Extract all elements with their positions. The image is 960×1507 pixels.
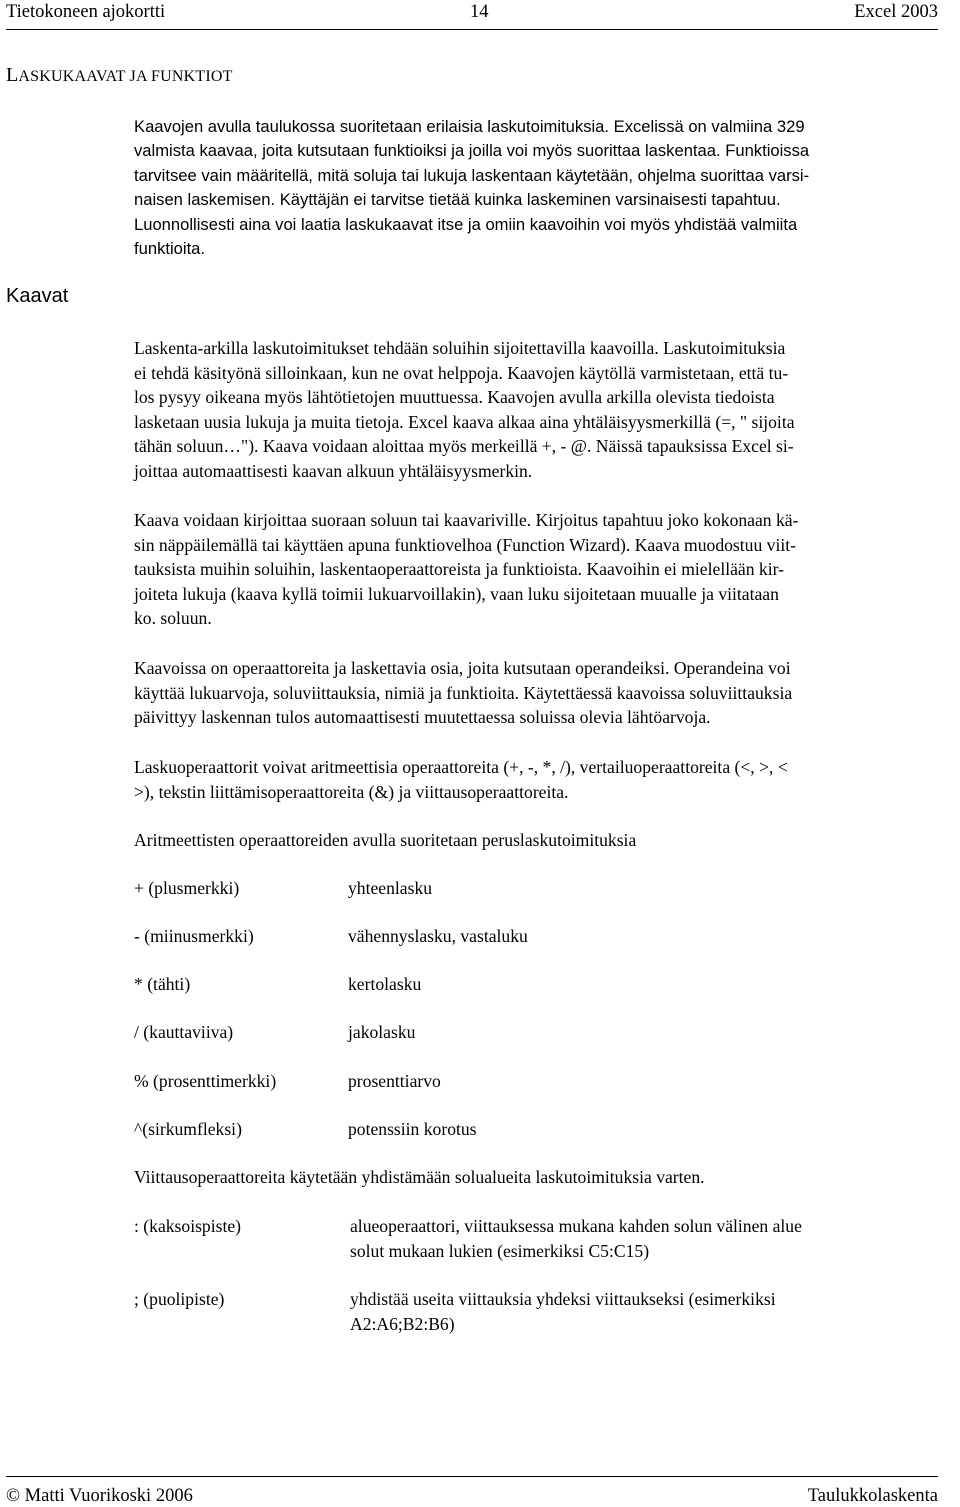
footer-right: Taulukkolaskenta bbox=[807, 1486, 938, 1506]
para-line: joittaa automaattisesti kaavan alkuun yhtäläisyysmerkin. bbox=[134, 460, 533, 481]
intro-line: Luonnollisesti aina voi laatia laskukaavat itse ja omiin kaavoihin voi myös yhdistää valmiita bbox=[134, 214, 798, 234]
ref-operator-meaning bbox=[350, 1214, 950, 1263]
para-line: sin näppäilemällä tai käyttäen apuna funktiovelhoa (Function Wizard). Kaava muodostuu viit- bbox=[134, 534, 796, 555]
page-number: 14 bbox=[470, 2, 489, 22]
ref-meaning-line: alueoperaattori, viittauksessa mukana kahden solun välinen alue bbox=[350, 1216, 802, 1236]
operator-meaning: kertolasku bbox=[348, 974, 422, 994]
header-left: Tietokoneen ajokortti bbox=[6, 2, 166, 22]
para-line: joiteta lukuja (kaava kyllä toimii lukuarvoillakin), vaan luku sijoitetaan muualle ja viitataan bbox=[134, 583, 779, 604]
para-line: tauksista muihin soluihin, laskentaoperaattoreista ja funktioista. Kaavoihin ei mielellään kir- bbox=[134, 559, 784, 580]
intro-line: Kaavojen avulla taulukossa suoritetaan erilaisia laskutoimituksia. Excelissä on valmiina 329 bbox=[134, 117, 805, 136]
intro-line: funktioita. bbox=[134, 239, 206, 259]
para-line: Viittausoperaattoreita käytetään yhdistämään solualueita laskutoimituksia varten. bbox=[134, 1167, 705, 1187]
ref-meaning-line: yhdistää useita viittauksia yhdeksi viittaukseksi (esimerkiksi bbox=[350, 1289, 776, 1309]
paragraph-3 bbox=[134, 656, 940, 730]
paragraph-2 bbox=[134, 508, 940, 631]
footer-left: © Matti Vuorikoski 2006 bbox=[6, 1486, 193, 1506]
paragraph-4 bbox=[134, 755, 940, 804]
page-header bbox=[6, 0, 938, 30]
title-rest: ASKUKAAVAT JA FUNKTIOT bbox=[18, 68, 233, 85]
ref-operator-symbol: : (kaksoispiste) bbox=[134, 1216, 242, 1236]
operator-symbol: * (tähti) bbox=[134, 974, 191, 994]
header-right: Excel 2003 bbox=[854, 2, 938, 22]
paragraph-1 bbox=[134, 336, 940, 484]
ref-meaning-line: A2:A6;B2:B6) bbox=[350, 1313, 455, 1334]
para-line: käyttää lukuarvoja, soluviittauksia, nimiä ja funktioita. Käytettäessä kaavoissa soluviittauksia bbox=[134, 682, 793, 703]
intro-line: valmista kaavaa, joita kutsutaan funktioiksi ja joilla voi myös suorittaa laskentaa. Funktioissa bbox=[134, 141, 810, 161]
ref-operator-symbol: ; (puolipiste) bbox=[134, 1289, 225, 1309]
operator-meaning: prosenttiarvo bbox=[348, 1071, 441, 1091]
operator-meaning: yhteenlasku bbox=[348, 878, 433, 898]
operator-symbol: - (miinusmerkki) bbox=[134, 926, 254, 946]
para-line: Laskuoperaattorit voivat aritmeettisia operaattoreita (+, -, *, /), vertailuoperaattoreita (<, >, < bbox=[134, 757, 788, 777]
section-title bbox=[6, 64, 233, 87]
para-line: ko. soluun. bbox=[134, 608, 212, 629]
intro-paragraph bbox=[134, 115, 940, 261]
operator-meaning: potenssiin korotus bbox=[348, 1119, 477, 1139]
para-line: ei tehdä käsityönä silloinkaan, kun ne ovat helppoja. Kaavojen käytöllä varmistetaan, että tu- bbox=[134, 362, 789, 383]
paragraph-6 bbox=[134, 1165, 940, 1190]
footer-rule bbox=[6, 1476, 938, 1477]
operator-symbol: ^(sirkumfleksi) bbox=[134, 1119, 242, 1139]
para-line: päivittyy laskennan tulos automaattisesti muutettaessa soluissa olevia lähtöarvoja. bbox=[134, 707, 711, 728]
operator-meaning: jakolasku bbox=[348, 1022, 416, 1042]
operator-meaning: vähennyslasku, vastaluku bbox=[348, 926, 528, 946]
header-rule bbox=[6, 29, 938, 30]
paragraph-5 bbox=[134, 828, 940, 853]
para-line: tähän soluun…"). Kaava voidaan aloittaa myös merkeillä +, - @. Näissä tapauksissa Excel si- bbox=[134, 436, 794, 457]
side-label: Kaavat bbox=[6, 285, 69, 307]
para-line: lasketaan uusia lukuja ja muita tietoja. Excel kaava alkaa aina yhtäläisyysmerkillä (=, " sijoita bbox=[134, 411, 795, 432]
ref-meaning-line: solut mukaan lukien (esimerkiksi C5:C15) bbox=[350, 1240, 650, 1261]
intro-line: tarvitsee vain määritellä, mitä soluja tai lukuja laskentaan käytetään, ohjelma suorittaa varsi- bbox=[134, 165, 810, 185]
para-line: Laskenta-arkilla laskutoimitukset tehdään soluihin sijoitettavilla kaavoilla. Laskutoimituksia bbox=[134, 338, 786, 358]
para-line: Kaavoissa on operaattoreita ja laskettavia osia, joita kutsutaan operandeiksi. Operandeina voi bbox=[134, 658, 791, 678]
para-line: Kaava voidaan kirjoittaa suoraan soluun tai kaavariville. Kirjoitus tapahtuu joko kokonaan kä- bbox=[134, 510, 799, 530]
intro-line: naisen laskemisen. Käyttäjän ei tarvitse tietää kuinka laskeminen varsinaisesti tapahtuu. bbox=[134, 190, 781, 210]
para-line: los pysyy oikeana myös lähtötietojen muuttuessa. Kaavojen avulla arkilla olevista tiedoista bbox=[134, 387, 775, 408]
operator-symbol: + (plusmerkki) bbox=[134, 878, 240, 898]
operator-symbol: / (kauttaviiva) bbox=[134, 1022, 234, 1042]
para-line: Aritmeettisten operaattoreiden avulla suoritetaan peruslaskutoimituksia bbox=[134, 830, 637, 850]
para-line: >), tekstin liittämisoperaattoreita (&) ja viittausoperaattoreita. bbox=[134, 781, 569, 802]
ref-operator-meaning bbox=[350, 1287, 950, 1336]
operator-symbol: % (prosenttimerkki) bbox=[134, 1071, 277, 1091]
title-initial: L bbox=[6, 64, 19, 86]
